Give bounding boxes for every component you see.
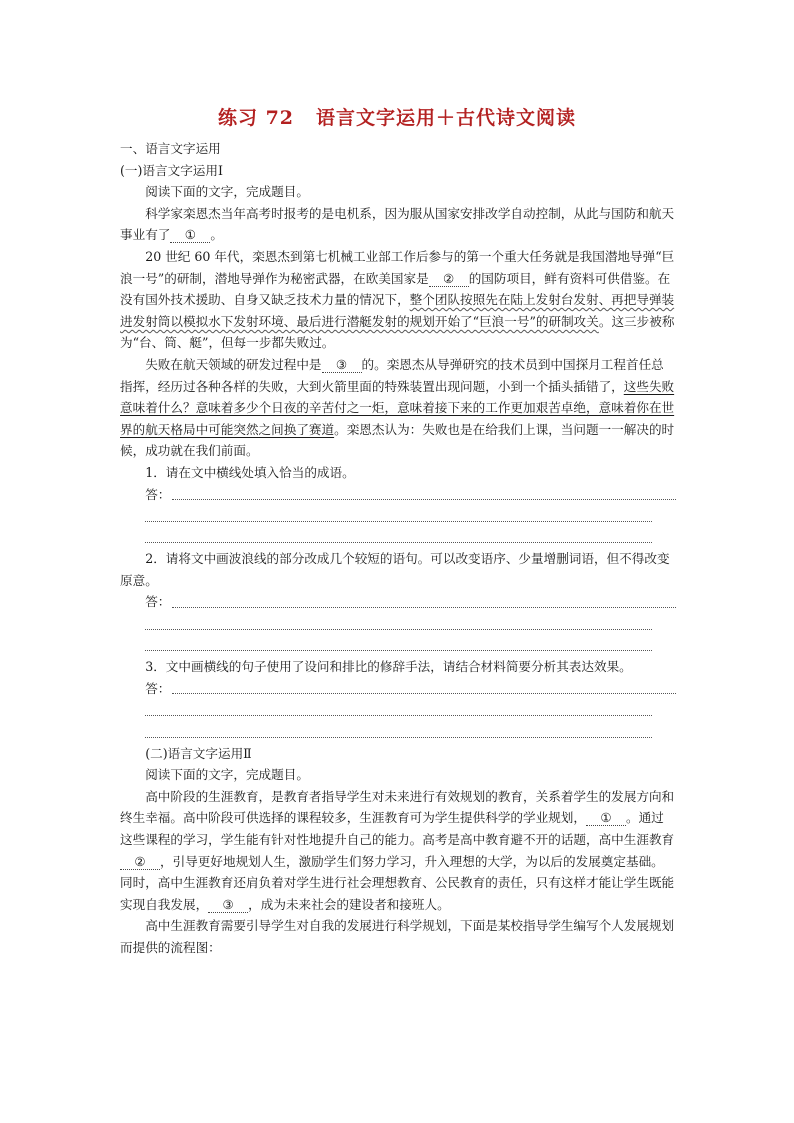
part2-instruction: 阅读下面的文字，完成题目。 (145, 767, 309, 783)
answer-line[interactable] (120, 635, 676, 657)
part1-paragraph-3: 失败在航天领域的研发过程中是 ③ 的。栾恩杰从导弹研究的技术员到中国探月工程首任总指挥，经历过各种各样的失败，大到火箭里面的特殊装置出现问题，小到一个插头插错了，这些失败意味着什么？意味着多少个日夜的辛苦付之一炬，意味着接下来的工作更加艰苦卓绝，意味着你在世界的航天格局中可能突然之间换了赛道。栾恩杰认为：失败也是在给我们上课，当问题一一解决的时候，成功就在我们前面。 (120, 356, 675, 459)
exercise-title: 语言文字运用＋古代诗文阅读 (316, 107, 577, 129)
part2-heading: (二)语言文字运用Ⅱ (145, 745, 252, 761)
question-2: 2．请将文中画波浪线的部分改成几个较短的语句。可以改变语序、少量增删词语，但不得改变原意。 (120, 551, 670, 588)
part2-paragraph-2: 高中生涯教育需要引导学生对自我的发展进行科学规划，下面是某校指导学生编写个人发展规划而提供的流程图： (120, 918, 675, 955)
part1-paragraph-2: 20 世纪 60 年代，栾恩杰到第七机械工业部工作后参与的第一个重大任务就是我国潜地导弹“巨浪一号”的研制，潜地导弹作为秘密武器，在欧美国家是 ② 的国防项目，鲜有资料可供借鉴。在没有国外技术援助、自身又缺乏技术力量的情况下，整个团队按照先在陆上发射台发射、再把导弹装进发射筒以模拟水下发射环境、最后进行潜艇发射的规划开始了“巨浪一号”的研制攻关。这三步被称为“台、筒、艇”，但每一步都失败过。 (120, 248, 675, 351)
answer-label: 答： (145, 486, 171, 502)
part1-heading: (一)语言文字运用Ⅰ (120, 162, 223, 178)
blank-2: ② (120, 854, 160, 870)
answer-line[interactable] (120, 505, 676, 527)
page-title (0, 103, 794, 130)
question-1: 1．请在文中横线处填入恰当的成语。 (145, 464, 355, 480)
wavy-underlined-text: 整个团队按照先在陆上发射台发射、再把导弹装进发射筒以模拟水下发射环境、最后进行潜艇发射的规划开始了“巨浪一号”的研制攻关 (120, 292, 675, 329)
answer-line[interactable] (120, 591, 676, 613)
blank-1: ① (170, 227, 210, 243)
answer-line[interactable] (120, 678, 676, 700)
part2-paragraph-1: 高中阶段的生涯教育，是教育者指导学生对未来进行有效规划的教育，关系着学生的发展方向和终生幸福。高中阶段可供选择的课程较多，生涯教育可为学生提供科学的学业规划， ① 。通过这些课程的学习，学生能有针对性地提升自己的能力。高考是高中教育避不开的话题，高中生涯教育② ，引导更好地规划人生，激励学生们努力学习，升入理想的大学，为以后的发展奠定基础。同时，高中生涯教育还肩负着对学生进行社会理想教育、公民教育的责任，只有这样才能让学生既能实现自我发展， ③ ，成为未来社会的建设者和接班人。 (120, 788, 675, 912)
answer-line[interactable] (120, 613, 676, 635)
content-body (120, 138, 676, 959)
answer-line[interactable] (120, 721, 676, 743)
answer-label: 答： (145, 680, 171, 696)
answer-line[interactable] (120, 699, 676, 721)
underlined-text: 这些失败意味着什么？意味着多少个日夜的辛苦付之一炬，意味着接下来的工作更加艰苦卓绝，意味着你在世界的航天格局中可能突然之间换了赛道 (120, 378, 675, 437)
blank-3: ③ (322, 357, 362, 373)
blank-3: ③ (208, 897, 248, 913)
part1-instruction: 阅读下面的文字，完成题目。 (145, 184, 309, 200)
blank-1: ① (586, 810, 626, 826)
blank-2: ② (429, 271, 469, 287)
part1-paragraph-1: 科学家栾恩杰当年高考时报考的是电机系，因为服从国家安排改学自动控制，从此与国防和航天事业有了 ① 。 (120, 205, 675, 243)
exercise-number: 练习 72 (217, 107, 295, 129)
answer-line[interactable] (120, 484, 676, 506)
answer-line[interactable] (120, 527, 676, 549)
section-heading: 一、语言文字运用 (120, 141, 221, 156)
answer-label: 答： (145, 594, 171, 610)
question-3: 3．文中画横线的句子使用了设问和排比的修辞手法，请结合材料简要分析其表达效果。 (145, 659, 632, 675)
